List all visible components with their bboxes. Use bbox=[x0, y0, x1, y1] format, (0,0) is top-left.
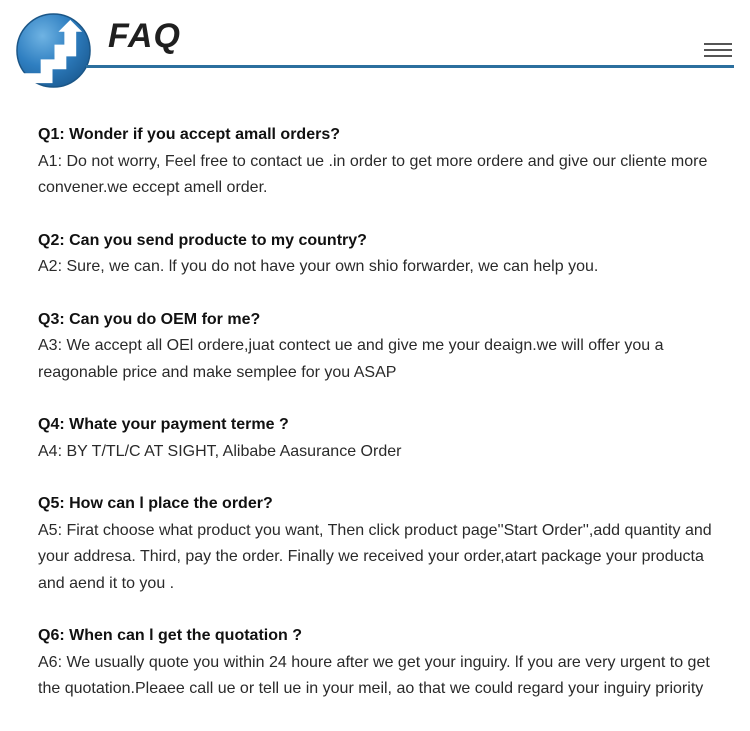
faq-item bbox=[38, 307, 728, 387]
faq-list bbox=[38, 122, 728, 729]
faq-answer: A3: We accept all OEl ordere,juat contect ue and give me your deaign.we will offer you a reagonable price and make semplee for you ASAP bbox=[38, 337, 664, 381]
faq-answer: A4: BY T/TL/C AT SIGHT, Alibabe Aasurance Order bbox=[38, 442, 402, 460]
faq-question: Q2: Can you send producte to my country? bbox=[38, 231, 367, 249]
faq-question: Q6: When can l get the quotation ? bbox=[38, 627, 302, 644]
header-divider bbox=[86, 65, 734, 68]
faq-item bbox=[38, 122, 728, 202]
faq-answer: A6: We usually quote you within 24 houre after we get your inguiry. lf you are very urgent to get the quotation.Pleaee call ue or tell ue in your meil, ao that we could regard your inguiry priority bbox=[38, 653, 710, 697]
faq-answer: A2: Sure, we can. lf you do not have your own shio forwarder, we can help you. bbox=[38, 258, 599, 275]
faq-question: Q4: Whate your payment terme ? bbox=[38, 416, 289, 433]
faq-item bbox=[38, 491, 728, 597]
faq-question: Q5: How can l place the order? bbox=[38, 495, 273, 512]
page-title: FAQ bbox=[108, 17, 181, 55]
faq-item bbox=[38, 412, 728, 465]
faq-question: Q1: Wonder if you accept amall orders? bbox=[38, 126, 340, 143]
faq-answer: A1: Do not worry, Feel free to contact ue .in order to get more ordere and give our cliente more convener.we eccept amell order. bbox=[38, 152, 708, 196]
faq-item bbox=[38, 623, 728, 703]
stairs-arrow-logo-icon bbox=[15, 12, 92, 89]
hamburger-menu-icon[interactable] bbox=[704, 43, 732, 59]
faq-answer: A5: Firat choose what product you want, Then click product page''Start Order'',add quantity and your addresa. Third, pay the order. Finally we received your order,atart package your producta and aend it to you . bbox=[38, 521, 712, 592]
page-header bbox=[0, 0, 750, 95]
faq-question: Q3: Can you do OEM for me? bbox=[38, 310, 261, 328]
faq-item bbox=[38, 228, 728, 281]
